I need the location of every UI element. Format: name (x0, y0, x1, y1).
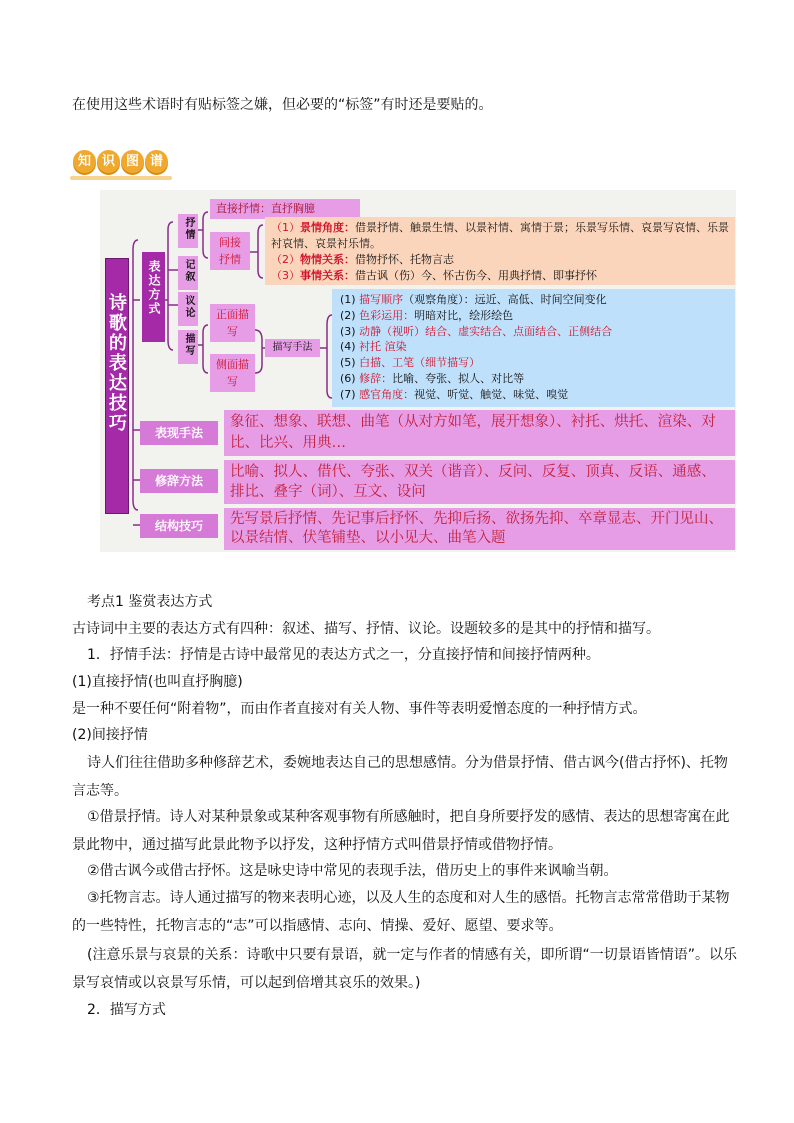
description-method-label: 描写手法 (265, 339, 320, 357)
rhetoric-method-text: 比喻、拟人、借代、夸张、双关（谐音）、反问、反复、顶真、反语、通感、排比、叠字（词）、互文、设问 (224, 460, 735, 504)
badge-char: 识 (97, 150, 120, 173)
body-paragraph: 诗人们往往借助多种修辞艺术，委婉地表达自己的思想感情。分为借景抒情、借古讽今(借古抒怀)、托物言志等。 (72, 755, 728, 799)
sub-narrate: 记叙 (178, 256, 198, 290)
intro-paragraph: 在使用这些术语时有贴标签之嫌，但必要的“标签”有时还是要贴的。 (72, 97, 493, 113)
body-paragraph: 是一种不要任何“附着物”，而由作者直接对有关人物、事件等表明爱憎态度的一种抒情方式。 (72, 701, 647, 717)
body-paragraph: ③托物言志。诗人通过描写的物来表明心迹，以及人生的态度和对人生的感悟。托物言志常常借助于某物的一些特性，托物言志的“志”可以指感情、志向、情操、爱好、愿望、要求等。 (72, 890, 730, 934)
desc-item: (7) 感官角度：视觉、听觉、触觉、味觉、嗅觉 (340, 387, 569, 401)
structure-technique-text: 先写景后抒情、先记事后抒怀、先抑后扬、欲扬先抑、卒章显志、开门见山、以景结情、伏笔铺垫、以小见大、曲笔入题 (224, 508, 735, 550)
direct-lyric-box: 直接抒情：直抒胸臆 (210, 199, 360, 219)
desc-item: (6) 修辞：比喻、夸张、拟人、对比等 (340, 371, 525, 385)
knowledge-map-diagram (100, 190, 736, 552)
body-paragraph: (1)直接抒情(也叫直抒胸臆) (72, 674, 243, 690)
desc-item: (2) 色彩运用：明暗对比，绘形绘色 (340, 308, 514, 322)
expressive-technique-text: 象征、想象、联想、曲笔（从对方如笔，展开想象）、衬托、烘托、渲染、对比、比兴、用典… (224, 410, 735, 456)
body-paragraph: 1．抒情手法：抒情是古诗中最常见的表达方式之一，分直接抒情和间接抒情两种。 (87, 647, 600, 663)
side-description: 侧面描写 (210, 354, 255, 392)
body-paragraph: (注意乐景与哀景的关系：诗歌中只要有景语，就一定与作者的情感有关，即所谓“一切景语皆情语”。以乐景写哀情或以哀景写乐情，可以起到倍增其哀乐的效果。) (72, 947, 737, 991)
section-heading: 考点1 鉴赏表达方式 (87, 594, 213, 610)
indirect-item: （3）事情关系：借古讽（伤）今、怀古伤今、用典抒情、即事抒怀 (271, 269, 597, 282)
knowledge-map-badge (73, 150, 169, 176)
rhetoric-method-label: 修辞方法 (140, 469, 218, 493)
sub-lyric: 抒情 (178, 214, 198, 248)
badge-underline (70, 176, 172, 180)
desc-item: (5) 白描、工笔（细节描写） (340, 356, 481, 370)
indirect-item: （2）物情关系：借物抒怀、托物言志 (271, 253, 454, 266)
sub-discuss: 议论 (178, 292, 198, 326)
body-paragraph: 2．描写方式 (87, 1002, 166, 1018)
badge-char: 谱 (145, 150, 168, 173)
badge-char: 图 (121, 150, 144, 173)
sub-describe: 描写 (178, 330, 198, 364)
indirect-lyric-label: 间接抒情 (210, 232, 250, 270)
body-paragraph: ①借景抒情。诗人对某种景象或某种客观事物有所感触时，把自身所要抒发的感情、表达的思想寄寓在此景此物中，通过描写此景此物予以抒发，这种抒情方式叫借景抒情或借物抒情。 (72, 809, 730, 853)
structure-technique-label: 结构技巧 (140, 514, 218, 538)
root-label: 诗歌的表达技巧 (105, 258, 129, 514)
desc-item: (1) 描写顺序（观察角度）：远近、高低、时间空间变化 (340, 293, 607, 306)
indirect-item: （1）景情角度：借景抒情、触景生情、以景衬情、寓情于景；乐景写乐情、哀景写哀情、乐景衬哀情、哀景衬乐情。 (271, 221, 729, 250)
front-description: 正面描写 (210, 304, 255, 342)
expressive-technique-label: 表现手法 (140, 421, 218, 445)
branch-expression-mode: 表达方式 (142, 252, 165, 342)
indirect-lyric-content (265, 217, 735, 285)
desc-item: (3) 动静（视听）结合、虚实结合、点面结合、正侧结合 (340, 324, 613, 338)
body-paragraph: (2)间接抒情 (72, 727, 148, 743)
description-items (332, 289, 735, 407)
body-paragraph: 古诗词中主要的表达方式有四种：叙述、描写、抒情、议论。设题较多的是其中的抒情和描写。 (72, 621, 660, 637)
badge-char: 知 (73, 150, 96, 173)
body-paragraph: ②借古讽今或借古抒怀。这是咏史诗中常见的表现手法，借历史上的事件来讽喻当朝。 (87, 863, 618, 879)
desc-item: (4) 衬托 渲染 (340, 340, 407, 354)
